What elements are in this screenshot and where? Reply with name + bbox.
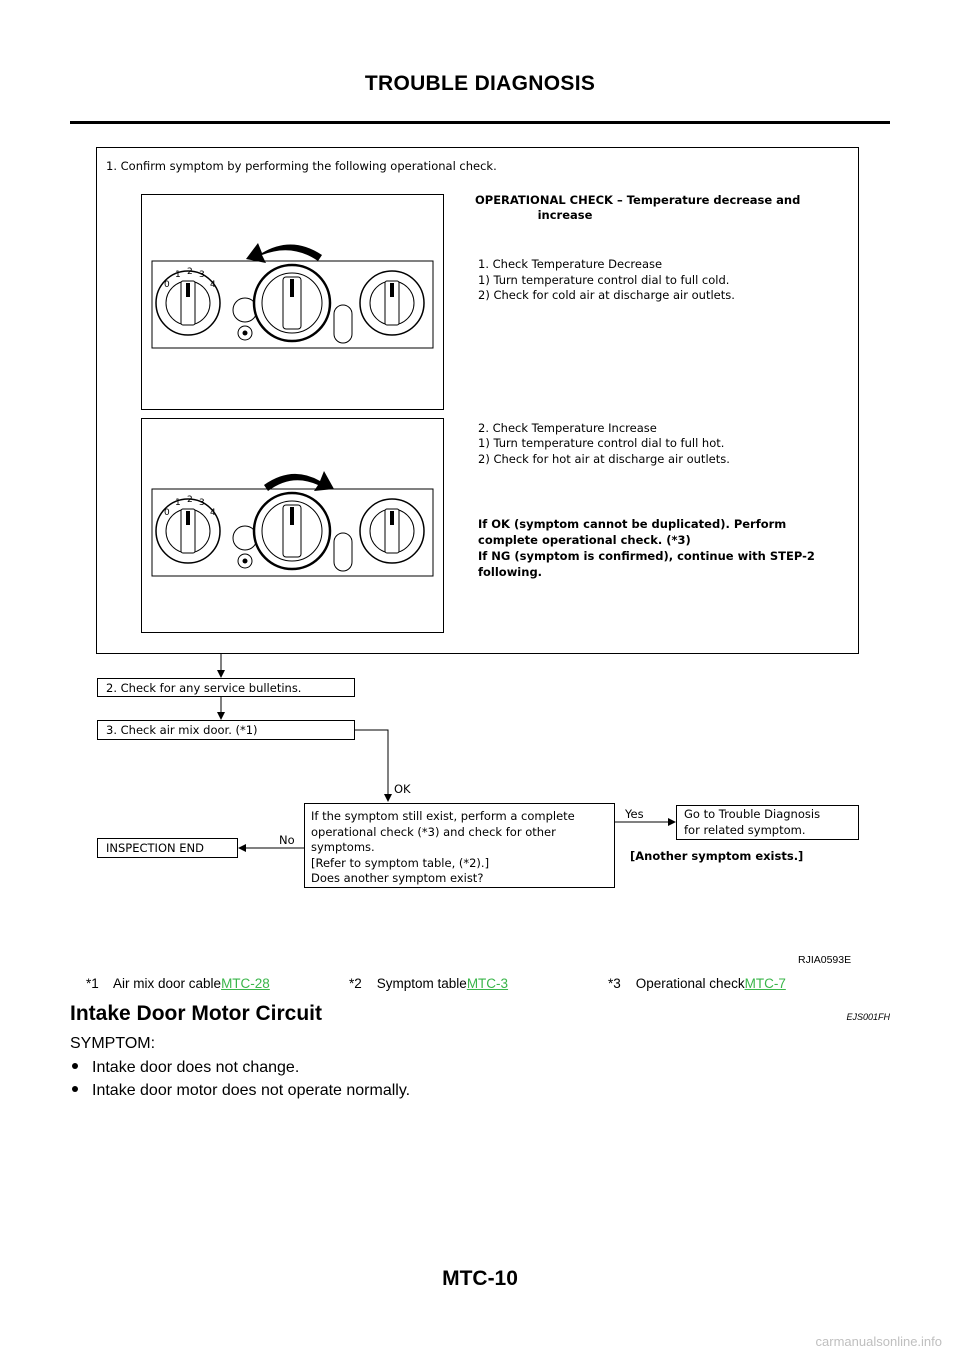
question-line2: operational check (*3) and check for other (311, 825, 556, 839)
question-line3: symptoms. (311, 840, 375, 854)
footnote-3-text: *3 Operational check (608, 976, 745, 991)
check1-line3: 2) Check for cold air at discharge air outlets. (478, 288, 735, 302)
op-check-title-1: OPERATIONAL CHECK – Temperature decrease and (475, 193, 801, 207)
page-number: MTC-10 (442, 1267, 518, 1290)
temperature-dial-icon (254, 493, 330, 569)
section-code: EJS001FH (846, 1012, 890, 1022)
check2-line3: 2) Check for hot air at discharge air outlets. (478, 452, 730, 466)
watermark: carmanualsonline.info (815, 1334, 942, 1349)
symptom-label: SYMPTOM: (70, 1035, 156, 1052)
temperature-dial-icon (254, 265, 330, 341)
svg-text:1: 1 (175, 498, 181, 508)
yes-box-line1: Go to Trouble Diagnosis (684, 807, 821, 821)
svg-text:3: 3 (199, 270, 205, 280)
no-label: No (279, 833, 295, 847)
mode-dial-icon (360, 271, 424, 335)
footnote-3 (608, 976, 786, 991)
result-line4: following. (478, 565, 543, 579)
question-line5: Does another symptom exist? (311, 871, 484, 885)
bullet-text: Intake door does not change. (92, 1059, 300, 1076)
bullet-icon (72, 1063, 78, 1069)
svg-text:1: 1 (175, 270, 181, 280)
hvac-panel-cold-illustration (142, 195, 443, 409)
bullet-item (72, 1059, 299, 1077)
question-line1: If the symptom still exist, perform a complete (311, 809, 575, 823)
result-line1: If OK (symptom cannot be duplicated). Perform (478, 517, 787, 531)
footnote-1-text: *1 Air mix door cable (86, 976, 222, 991)
step1-heading: 1. Confirm symptom by performing the following operational check. (106, 159, 497, 173)
section-title: Intake Door Motor Circuit (70, 1002, 323, 1025)
mode-dial-icon (360, 499, 424, 563)
bullet-icon (72, 1086, 78, 1092)
bullet-text: Intake door motor does not operate normally. (92, 1082, 411, 1099)
panel-image-hot (141, 418, 444, 633)
another-symptom-label: [Another symptom exists.] (630, 849, 804, 863)
svg-text:0: 0 (164, 508, 170, 518)
footnote-3-link[interactable]: MTC-7 (744, 976, 786, 991)
panel-image-cold (141, 194, 444, 410)
header-rule (70, 121, 890, 124)
check2-line1: 2. Check Temperature Increase (478, 421, 657, 435)
yes-label: Yes (625, 807, 644, 821)
footnote-1 (86, 976, 270, 991)
question-line4: [Refer to symptom table, (*2).] (311, 856, 490, 870)
svg-text:4: 4 (210, 280, 216, 290)
check1-line2: 1) Turn temperature control dial to full cold. (478, 273, 730, 287)
step3-label: 3. Check air mix door. (*1) (106, 723, 258, 737)
footnote-2 (349, 976, 508, 991)
svg-text:3: 3 (199, 498, 205, 508)
bullet-item (72, 1082, 410, 1100)
check1-line1: 1. Check Temperature Decrease (478, 257, 663, 271)
ok-label: OK (394, 782, 411, 796)
rotate-left-arrow-icon (246, 243, 322, 263)
footnote-2-link[interactable]: MTC-3 (466, 976, 509, 991)
check2-line2: 1) Turn temperature control dial to full hot. (478, 436, 725, 450)
result-line3: If NG (symptom is confirmed), continue with STEP-2 (478, 549, 815, 563)
inspection-end-label: INSPECTION END (106, 841, 204, 855)
rotate-right-arrow-icon (264, 471, 334, 491)
page-header-title: TROUBLE DIAGNOSIS (364, 72, 596, 95)
svg-text:4: 4 (210, 508, 216, 518)
yes-box-line2: for related symptom. (684, 823, 806, 837)
svg-text:2: 2 (187, 495, 193, 505)
hvac-panel-hot-illustration (142, 419, 443, 632)
footnote-2-text: *2 Symptom table (349, 976, 467, 991)
footnote-1-link[interactable]: MTC-28 (221, 976, 270, 991)
op-check-title-2: increase (537, 208, 593, 222)
result-line2: complete operational check. (*3) (478, 533, 691, 547)
svg-text:0: 0 (164, 280, 170, 290)
step2-label: 2. Check for any service bulletins. (106, 681, 302, 695)
figure-code: RJIA0593E (798, 954, 852, 966)
svg-text:2: 2 (187, 267, 193, 277)
